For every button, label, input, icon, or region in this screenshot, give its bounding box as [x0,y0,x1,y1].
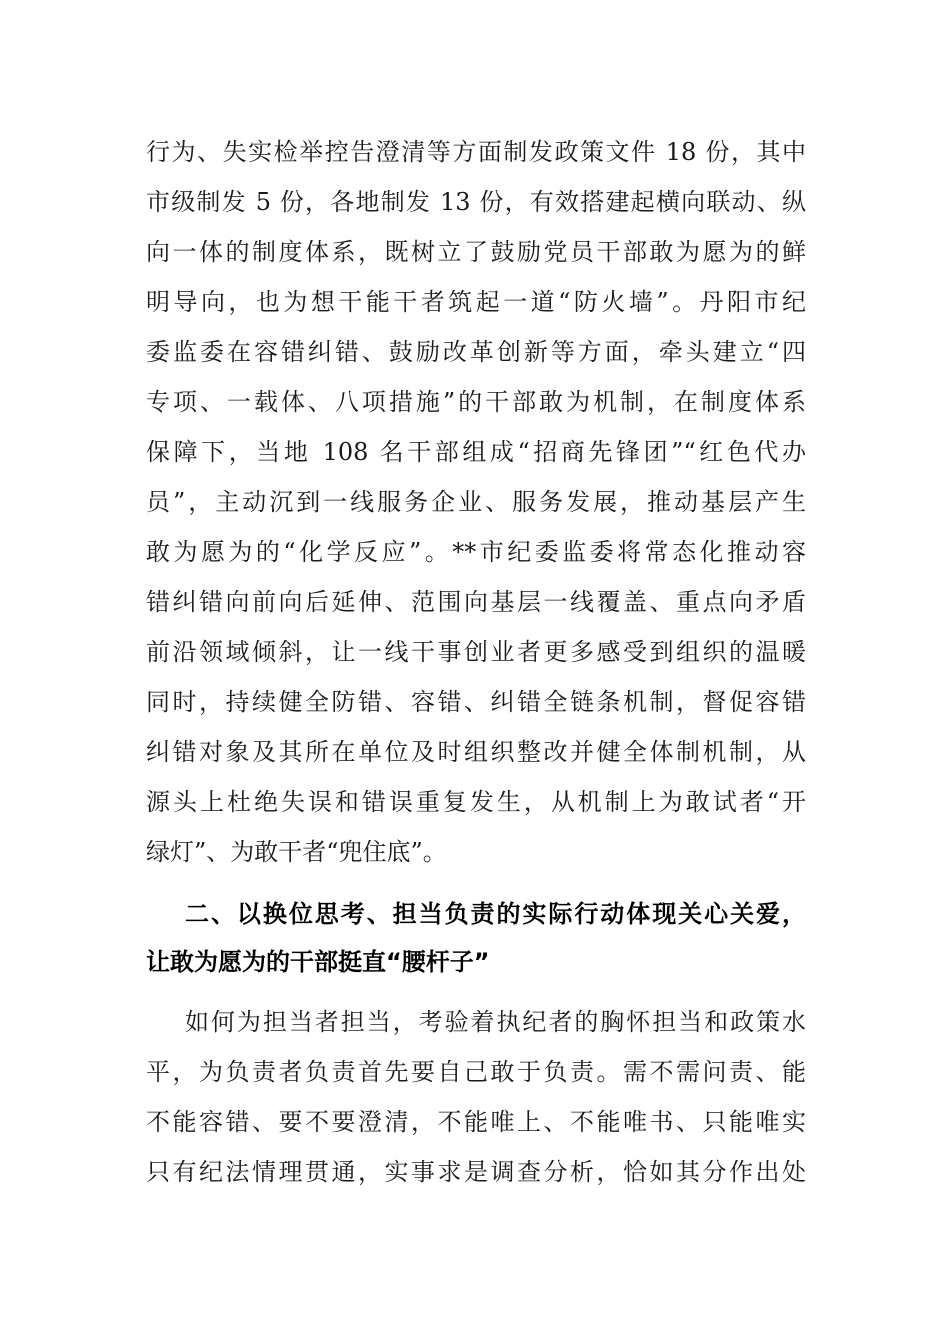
text-line: 保障下，当地 108 名干部组成“招商先锋团”“红色代办 [146,438,806,466]
heading-line: 二、以换位思考、担当负责的实际行动体现关心关爱， [185,900,806,928]
text-line: 市级制发 5 份，各地制发 13 份，有效搭建起横向联动、纵 [146,188,806,216]
text-line: 员”，主动沉到一线服务企业、服务发展，推动基层产生 [146,488,806,516]
text-line: 如何为担当者担当，考验着执纪者的胸怀担当和政策水 [185,1008,806,1036]
text-line: 只有纪法情理贯通，实事求是调查分析，恰如其分作出处 [146,1158,806,1186]
text-line: 同时，持续健全防错、容错、纠错全链条机制，督促容错 [146,688,806,716]
text-line: 明导向，也为想干能干者筑起一道“防火墙”。丹阳市纪 [146,288,806,316]
text-line: 平，为负责者负责首先要自己敢于负责。需不需问责、能 [146,1058,806,1086]
text-line: 行为、失实检举控告澄清等方面制发政策文件 18 份，其中 [146,138,806,166]
text-line: 纠错对象及其所在单位及时组织整改并健全体制机制，从 [146,738,806,766]
text-line: 向一体的制度体系，既树立了鼓励党员干部敢为愿为的鲜 [146,238,806,266]
text-line: 委监委在容错纠错、鼓励改革创新等方面，牵头建立“四 [146,338,806,366]
text-line: 敢为愿为的“化学反应”。**市纪委监委将常态化推动容 [146,538,806,566]
text-line: 源头上杜绝失误和错误重复发生，从机制上为敢试者“开 [146,788,806,816]
text-line: 专项、一载体、八项措施”的干部敢为机制，在制度体系 [146,388,806,416]
text-line: 绿灯”、为敢干者“兜住底”。 [146,838,447,866]
heading-line: 让敢为愿为的干部挺直“腰杆子” [146,948,490,976]
text-line: 不能容错、要不要澄清，不能唯上、不能唯书、只能唯实 [146,1108,806,1136]
text-line: 前沿领域倾斜，让一线干事创业者更多感受到组织的温暖 [146,638,806,666]
text-line: 错纠错向前向后延伸、范围向基层一线覆盖、重点向矛盾 [146,588,806,616]
